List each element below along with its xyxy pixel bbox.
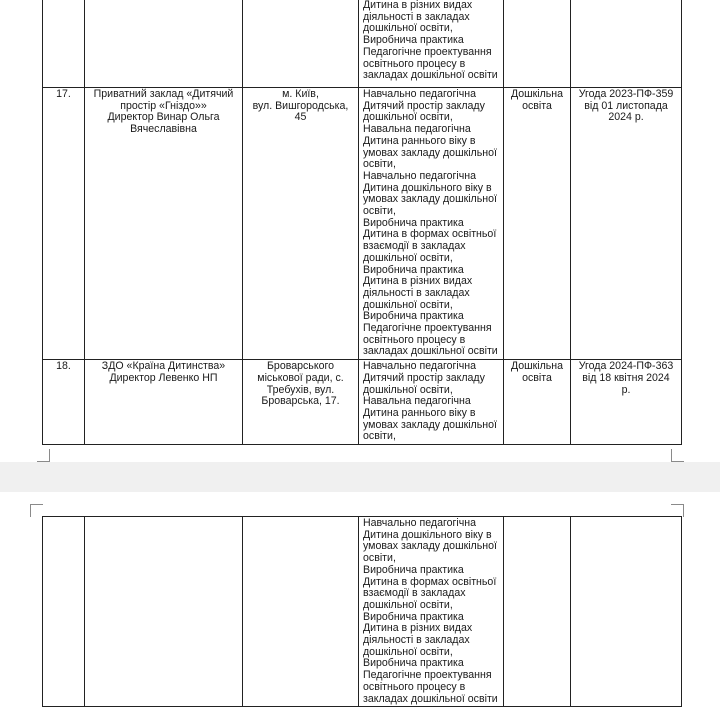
text-line: умовах закладу дошкільної bbox=[363, 193, 497, 206]
text-line: Навчально педагогічна bbox=[363, 169, 476, 182]
cell-specialty bbox=[504, 88, 571, 360]
table-row bbox=[43, 360, 682, 445]
text-line: простір «Гніздо»» bbox=[120, 99, 207, 112]
text-line: Навальна педагогічна bbox=[363, 395, 471, 408]
text-line: Угода 2024-ПФ-363 bbox=[578, 360, 674, 373]
text-line: дошкільної освіти, bbox=[363, 22, 453, 35]
text-line: діяльності в закладах bbox=[363, 634, 470, 647]
text-line: закладах дошкільної освіти bbox=[363, 345, 498, 358]
text-line: Приватний заклад «Дитячий bbox=[93, 88, 234, 100]
text-line: Директор Винар Ольга bbox=[107, 111, 220, 124]
cell-number: 17. bbox=[43, 88, 85, 360]
table-row-continuation bbox=[43, 517, 682, 707]
text-line: Педагогічне проектування bbox=[363, 322, 492, 335]
text-line: Виробнича практика bbox=[363, 563, 464, 576]
text-line: вул. Вишгородська, bbox=[252, 99, 349, 112]
cell-agreement bbox=[571, 0, 682, 88]
text-line: Виробнича практика bbox=[363, 216, 464, 229]
text-line: від 18 квітня 2024 bbox=[582, 371, 670, 384]
text-line: 45 bbox=[294, 111, 307, 124]
text-line: Виробнича практика bbox=[363, 34, 464, 47]
text-line: р. bbox=[621, 383, 631, 396]
text-line: Броварського bbox=[266, 360, 334, 373]
text-line: Вячеславівна bbox=[130, 123, 197, 136]
text-line: дошкільної освіти, bbox=[363, 383, 453, 396]
cell-address bbox=[243, 88, 359, 360]
cell-address bbox=[243, 0, 359, 88]
text-line: освіта bbox=[522, 371, 552, 384]
cell-number bbox=[43, 517, 85, 707]
text-line: Броварська, 17. bbox=[261, 395, 340, 408]
text-line: Дитина дошкільного віку в bbox=[363, 181, 492, 194]
cell-institution bbox=[85, 0, 243, 88]
text-line: умовах закладу дошкільної bbox=[363, 540, 497, 553]
text-line: Педагогічне проектування bbox=[363, 669, 492, 682]
text-line: умовах закладу дошкільної bbox=[363, 146, 497, 159]
text-line: Дошкільна bbox=[510, 360, 564, 373]
text-line: Навчально педагогічна bbox=[363, 88, 476, 100]
cell-institution bbox=[85, 88, 243, 360]
page-corner-mark-bottom-left bbox=[37, 449, 50, 462]
text-line: Дитина в різних видах bbox=[363, 275, 473, 288]
text-line: Дошкільна bbox=[510, 88, 564, 100]
text-line: дошкільної освіти, bbox=[363, 645, 453, 658]
text-line: освітнього процесу в bbox=[363, 680, 466, 693]
practice-bases-table-continued bbox=[42, 516, 682, 707]
cell-institution bbox=[85, 360, 243, 445]
text-line: Дитина в формах освітньої bbox=[363, 228, 497, 241]
practice-bases-table bbox=[42, 0, 682, 445]
text-line: Дитина в формах освітньої bbox=[363, 575, 497, 588]
text-line: Дитина в різних видах bbox=[363, 622, 473, 635]
cell-institution bbox=[85, 517, 243, 707]
text-line: освіти, bbox=[363, 158, 396, 171]
text-line: Директор Левенко НП bbox=[109, 371, 218, 384]
text-line: Навчально педагогічна bbox=[363, 360, 476, 373]
text-line: закладах дошкільної освіти bbox=[363, 69, 498, 82]
cell-address bbox=[243, 517, 359, 707]
page-separator bbox=[0, 462, 720, 492]
text-line: ЗДО «Країна Дитинства» bbox=[101, 360, 226, 373]
cell-practices bbox=[359, 0, 504, 88]
cell-practices bbox=[359, 360, 504, 445]
text-line: умовах закладу дошкільної bbox=[363, 418, 497, 431]
text-line: освітнього процесу в bbox=[363, 333, 466, 346]
text-line: закладах дошкільної освіти bbox=[363, 692, 498, 705]
text-line: освітнього процесу в bbox=[363, 57, 466, 70]
text-line: Педагогічне проектування bbox=[363, 45, 492, 58]
text-line: Дитина раннього віку в bbox=[363, 134, 476, 147]
text-line: освіти, bbox=[363, 552, 396, 565]
text-line: Дитина дошкільного віку в bbox=[363, 528, 492, 541]
text-line: освіти, bbox=[363, 430, 396, 443]
text-line: діяльності в закладах bbox=[363, 10, 470, 23]
text-line: дошкільної освіти, bbox=[363, 298, 453, 311]
cell-specialty bbox=[504, 360, 571, 445]
text-line: м. Київ, bbox=[282, 88, 319, 100]
cell-agreement bbox=[571, 360, 682, 445]
cell-practices bbox=[359, 517, 504, 707]
text-line: Виробнича практика bbox=[363, 610, 464, 623]
text-line: Дитина в різних видах bbox=[363, 0, 473, 11]
text-line: дошкільної освіти, bbox=[363, 598, 453, 611]
cell-specialty bbox=[504, 0, 571, 88]
cell-address bbox=[243, 360, 359, 445]
text-line: взаємодії в закладах bbox=[363, 587, 466, 600]
text-line: міськової ради, с. bbox=[257, 371, 344, 384]
text-line: дошкільної освіти, bbox=[363, 251, 453, 264]
page-corner-mark-bottom-right bbox=[671, 449, 684, 462]
text-line: освіта bbox=[522, 99, 552, 112]
cell-specialty bbox=[504, 517, 571, 707]
text-line: Дитячий простір закладу bbox=[363, 99, 485, 112]
text-line: освіти, bbox=[363, 205, 396, 218]
cell-agreement bbox=[571, 88, 682, 360]
cell-number bbox=[43, 0, 85, 88]
text-line: діяльності в закладах bbox=[363, 286, 470, 299]
cell-agreement bbox=[571, 517, 682, 707]
text-line: 2024 р. bbox=[608, 111, 644, 124]
text-line: від 01 листопада bbox=[584, 99, 668, 112]
text-line: Дитина раннього віку в bbox=[363, 406, 476, 419]
table-row-continuation bbox=[43, 0, 682, 88]
text-line: Виробнича практика bbox=[363, 657, 464, 670]
text-line: Навальна педагогічна bbox=[363, 123, 471, 136]
text-line: Угода 2023-ПФ-359 bbox=[578, 88, 674, 100]
text-line: взаємодії в закладах bbox=[363, 240, 466, 253]
text-line: Дитячий простір закладу bbox=[363, 371, 485, 384]
text-line: Виробнича практика bbox=[363, 263, 464, 276]
text-line: Виробнича практика bbox=[363, 310, 464, 323]
document-page-2 bbox=[0, 492, 720, 728]
cell-number: 18. bbox=[43, 360, 85, 445]
text-line: Требухів, вул. bbox=[266, 383, 335, 396]
cell-practices bbox=[359, 88, 504, 360]
text-line: дошкільної освіти, bbox=[363, 111, 453, 124]
table-row bbox=[43, 88, 682, 360]
text-line: Навчально педагогічна bbox=[363, 517, 476, 529]
